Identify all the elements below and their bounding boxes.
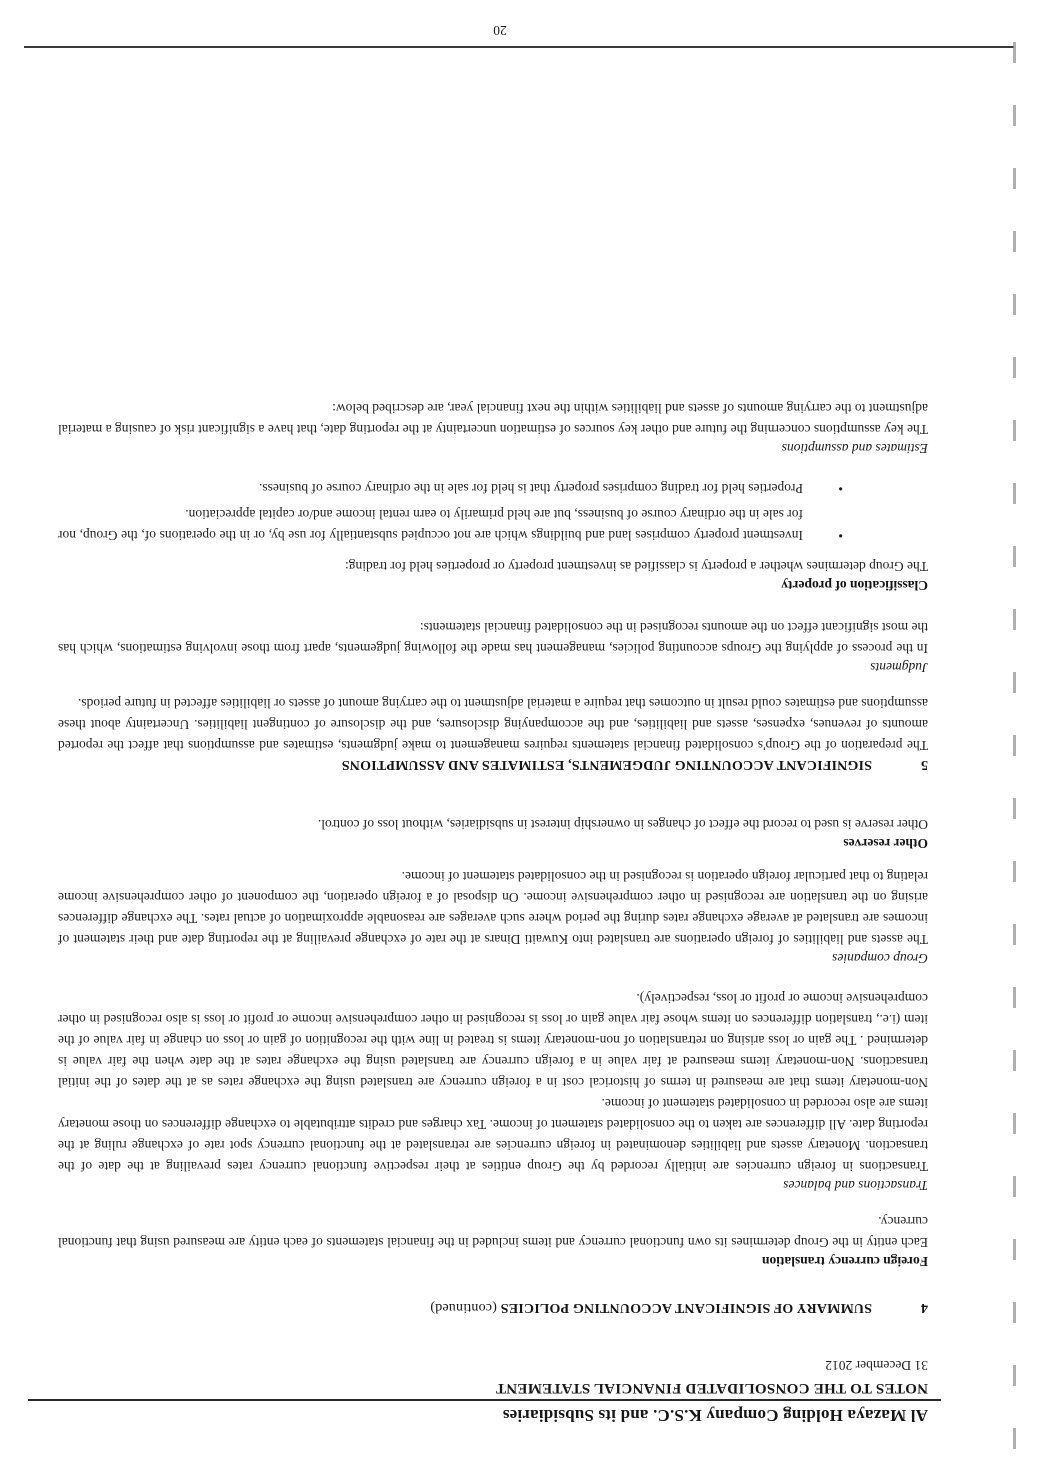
binding-perforation-marks	[1013, 0, 1016, 1471]
transactions-balances-heading: Transactions and balances	[783, 1178, 928, 1193]
company-name: Al Mazaya Holding Company K.S.C. and its Subsidiaries	[502, 1406, 928, 1425]
group-companies-paragraph: The assets and liabilities of foreign operations are translated into Kuwaiti Dinars at the rate of exchange prevailing at the reporting date and their statement of incomes are translated at average exchange rates during the period where such averages are reasonable approximation of actual rates. The exchange differences arising on the translation are recognised in other comprehensive income. On disposal of a foreign operation, the component of other comprehensive income relating to that particular foreign operation is recognised in the consolidated statement of income.	[58, 869, 928, 947]
bullet-text: Properties held for trading comprises property that is held for sale in the ordinary course of business.	[259, 481, 803, 496]
section-4-continued: (continued)	[430, 1300, 497, 1315]
footer-rule	[24, 46, 1014, 48]
group-companies-heading: Group companies	[832, 951, 928, 966]
bullet-item-investment-property	[58, 504, 928, 546]
other-reserves-paragraph: Other reserve is used to record the effect of changes in ownership interest in subsidiaries, without loss of control.	[317, 817, 928, 832]
estimates-paragraph: The key assumptions concerning the future and other key sources of estimation uncertainty at the reporting date, that have a significant risk of causing a material adjustment to the carrying amounts of assets and liabilities within the next financial year, are described below:	[58, 401, 928, 437]
judgments-heading: Judgments	[870, 660, 928, 675]
document-header	[58, 1357, 928, 1425]
document-date: 31 December 2012	[825, 1358, 928, 1373]
page-number: 20	[493, 23, 507, 38]
foreign-currency-intro-paragraph: Each entity in the Group determines its own functional currency and items included in the financial statements of each entity are measured using that functional currency.	[58, 1214, 928, 1250]
section-4-heading	[58, 1299, 928, 1315]
bullet-icon: •	[838, 528, 843, 543]
estimates-assumptions-heading: Estimates and assumptions	[781, 441, 928, 456]
transactions-paragraph-1: Transactions in foreign currencies are initially recorded by the Group entities at their respective functional currency rates prevailing at the date of the transaction. Monetary assets and liabilities denominated in foreign currencies are retranslated at the functional currency spot rate of exchange ruling at the reporting date. All differences are taken to the consolidated statement of income. Tax charges and credits attributable to exchange differences on those monetary items are also recorded in consolidated statement of income.	[58, 1096, 928, 1174]
classification-paragraph: The Group determines whether a property is classified as investment property or properties held for trading:	[345, 559, 928, 574]
section-4-title-text: SUMMARY OF SIGNIFICANT ACCOUNTING POLICIES	[496, 1300, 872, 1315]
bullet-item-properties-held-for-trading	[58, 478, 928, 499]
classification-of-property-heading: Classification of property	[781, 578, 928, 593]
foreign-currency-heading: Foreign currency translation	[762, 1254, 928, 1269]
section-4-title	[430, 1299, 872, 1315]
document-title: NOTES TO THE CONSOLIDATED FINANCIAL STATEMENT	[495, 1380, 928, 1396]
bullet-text: Investment property comprises land and buildings which are not occupied substantially for use by, or in the operations of, the Group, nor for sale in the ordinary course of business, but are held primarily to earn rental income and/or capital appreciation.	[58, 507, 803, 543]
section-5-number: 5	[920, 757, 928, 772]
section-4-number: 4	[920, 1300, 928, 1315]
other-reserves-heading: Other reserves	[843, 836, 928, 851]
header-rule	[28, 1399, 941, 1401]
section-5-heading	[58, 756, 928, 772]
judgments-paragraph: In the process of applying the Groups accounting policies, management has made the following judgements, apart from those involving estimations, which has the most significant effect on the amounts recognised in the consolidated financial statements:	[58, 620, 928, 656]
transactions-paragraph-2: Non-monetary items that are measured in terms of historical cost in a foreign currency are translated using the exchange rates as at the dates of the initial transactions. Non-monetary items measured at fair value in a foreign currency are translated using the exchange rates at the date when the fair value is determined . The gain or loss arising on retranslation of non-monetary items is treated in line with the recognition of gain or loss on change in fair value of the item (i.e., translation differences on items whose fair value gain or loss is recognised in other comprehensive income or profit or loss is also recognised in other comprehensive income or profit or loss, respectively).	[58, 991, 928, 1090]
section-5-intro-paragraph: The preparation of the Group's consolidated financial statements requires management to make judgments, estimates and assumptions that affect the reported amounts of revenues, expenses, assets and liabilities, and the accompanying disclosures, and the disclosure of contingent liabilities. Uncertainty about these assumptions and estimates could result in outcomes that require a material adjustment to the carrying amount of assets or liabilities affected in future periods.	[58, 696, 928, 753]
bullet-icon: •	[838, 481, 843, 496]
section-5-title: SIGNIFICANT ACCOUNTING JUDGEMENTS, ESTIMATES AND ASSUMPTIONS	[341, 757, 872, 772]
